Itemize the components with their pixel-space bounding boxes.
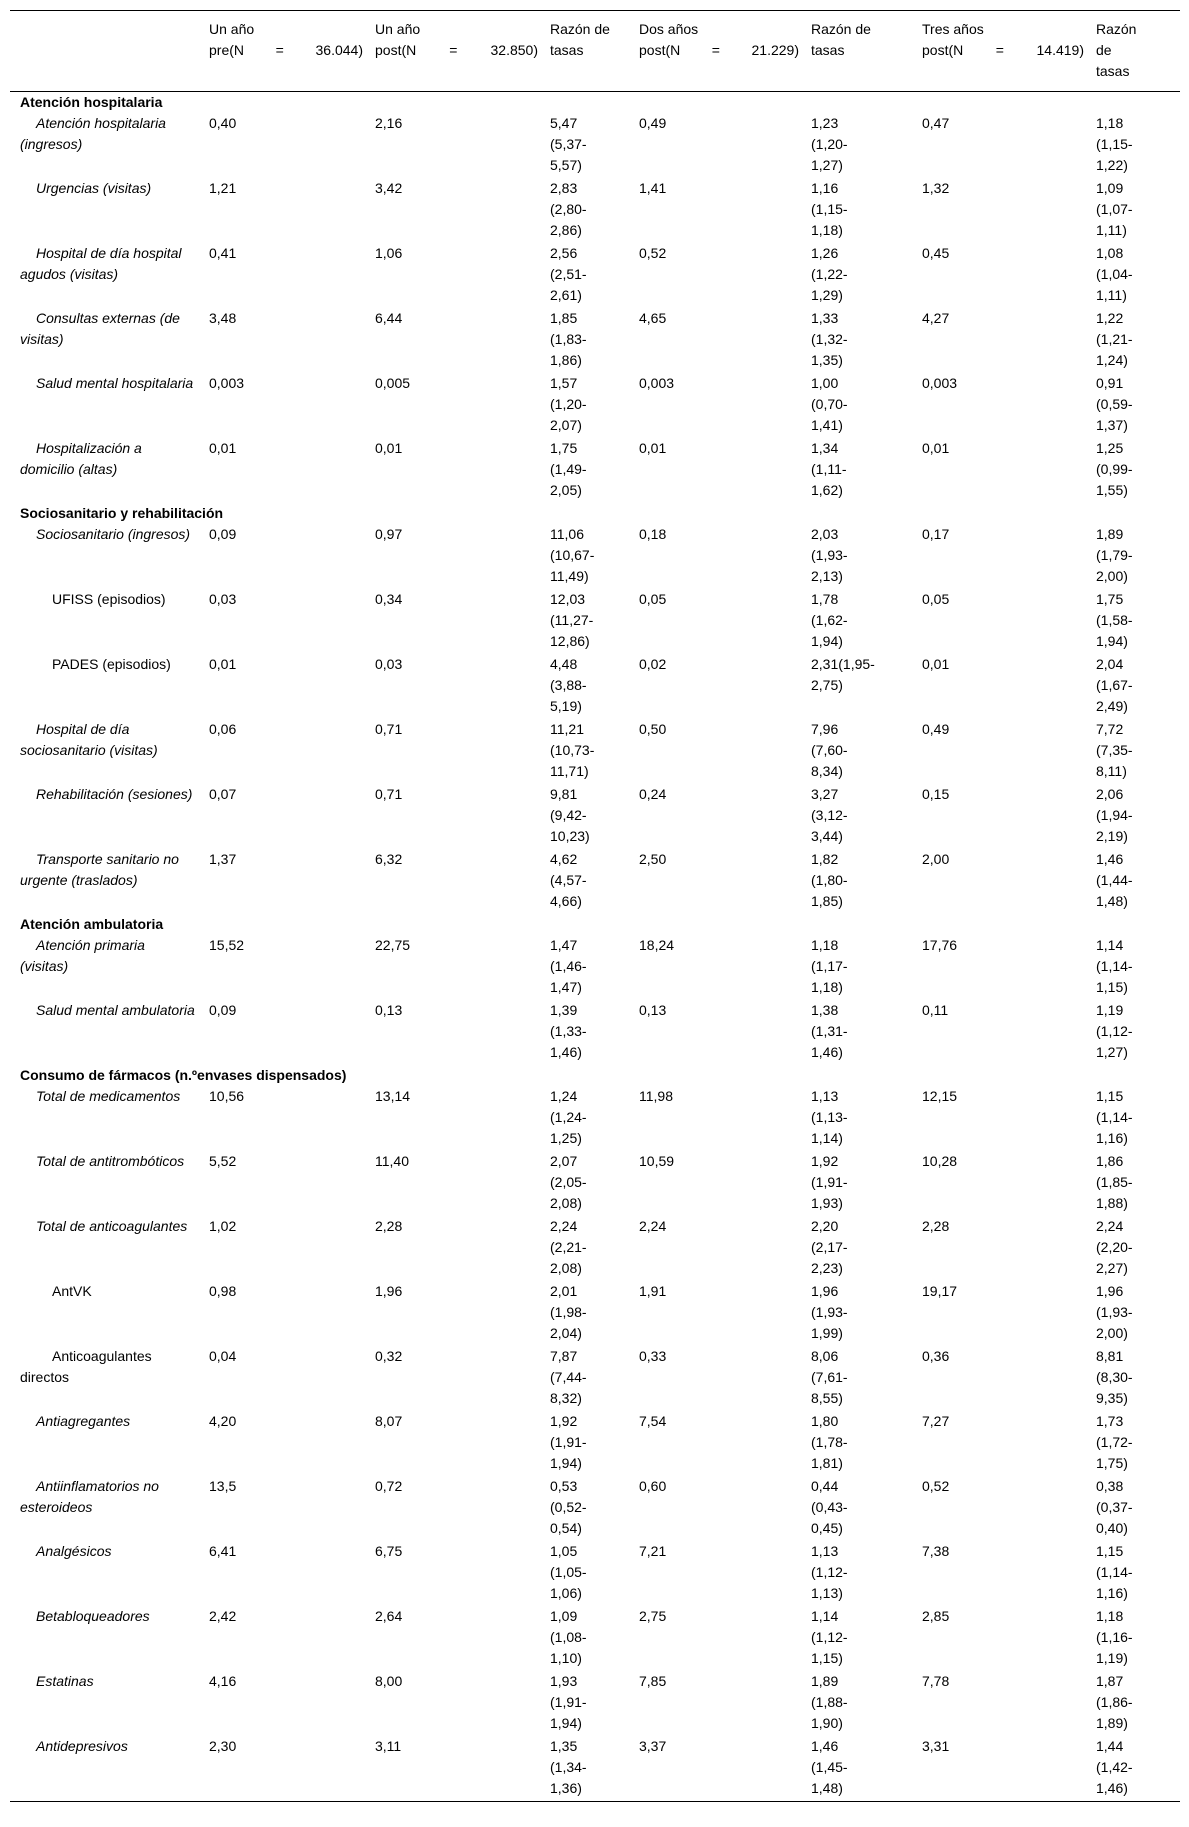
cell-rate-ratio-3: 0,91 (0,59-1,37) [1096, 375, 1133, 433]
header-two-years-post: Dos años post(N = 21.229) [633, 11, 805, 92]
cell-rate-ratio-3: 1,15 (1,14-1,16) [1096, 1088, 1133, 1146]
table-row [10, 1671, 1180, 1736]
row-label: Total de medicamentos [36, 1088, 181, 1104]
cell-two-years-post: 0,02 [639, 656, 667, 672]
section-title: Consumo de fármacos (n.ºenvases dispensados) [20, 1067, 347, 1083]
cell-three-years-post: 0,45 [922, 245, 950, 261]
cell-three-years-post: 2,00 [922, 851, 950, 867]
cell-three-years-post: 4,27 [922, 310, 950, 326]
cell-one-year-post: 0,34 [375, 591, 403, 607]
cell-rate-ratio-3: 8,81 (8,30-9,35) [1096, 1348, 1133, 1406]
cell-rate-ratio-1: 2,01 (1,98-2,04) [550, 1283, 587, 1341]
cell-one-year-post: 8,00 [375, 1673, 403, 1689]
cell-one-year-post: 0,01 [375, 440, 403, 456]
cell-rate-ratio-3: 2,04 (1,67-2,49) [1096, 656, 1133, 714]
cell-two-years-post: 0,50 [639, 721, 667, 737]
cell-rate-ratio-1: 0,53 (0,52-0,54) [550, 1478, 587, 1536]
cell-two-years-post: 7,85 [639, 1673, 667, 1689]
row-label: Hospitalización a domicilio (altas) [20, 440, 142, 477]
header-rate-ratio-1: Razón de tasas [544, 11, 633, 92]
cell-rate-ratio-3: 1,09 (1,07-1,11) [1096, 180, 1133, 238]
cell-three-years-post: 0,05 [922, 591, 950, 607]
cell-rate-ratio-1: 1,85 (1,83-1,86) [550, 310, 587, 368]
cell-rate-ratio-3: 1,73 (1,72-1,75) [1096, 1413, 1133, 1471]
cell-one-year-pre: 0,40 [209, 115, 237, 131]
cell-one-year-pre: 5,52 [209, 1153, 237, 1169]
section-header-row [10, 503, 1180, 524]
row-label: Antidepresivos [10, 1736, 203, 1802]
table-row [10, 1606, 1180, 1671]
cell-rate-ratio-1: 1,05 (1,05-1,06) [550, 1543, 587, 1601]
table-row [10, 1476, 1180, 1541]
row-label: Salud mental ambulatoria [36, 1002, 195, 1018]
cell-three-years-post: 17,76 [922, 937, 958, 953]
table-row [10, 589, 1180, 654]
cell-rate-ratio-2: 1,80 (1,78-1,81) [811, 1413, 848, 1471]
cell-three-years-post: 0,15 [922, 786, 950, 802]
cell-two-years-post: 2,50 [639, 851, 667, 867]
cell-three-years-post: 2,85 [922, 1608, 950, 1624]
cell-one-year-post: 13,14 [375, 1088, 411, 1104]
table-row [10, 654, 1180, 719]
cell-rate-ratio-3: 1,75 (1,58-1,94) [1096, 591, 1133, 649]
cell-rate-ratio-1: 1,92 (1,91-1,94) [550, 1413, 587, 1471]
cell-rate-ratio-3: 1,25 (0,99-1,55) [1096, 440, 1133, 498]
row-label: AntVK [52, 1283, 92, 1299]
table-container [10, 10, 1180, 1802]
cell-rate-ratio-2: 0,44 (0,43-0,45) [811, 1478, 848, 1536]
table-row [10, 524, 1180, 589]
row-label: Betabloqueadores [36, 1608, 150, 1624]
cell-one-year-pre: 15,52 [209, 937, 245, 953]
cell-rate-ratio-1: 4,62 (4,57-4,66) [550, 851, 587, 909]
row-label: Urgencias (visitas) [36, 180, 152, 196]
cell-rate-ratio-3: 1,19 (1,12-1,27) [1096, 1002, 1133, 1060]
section-header-row [10, 914, 1180, 935]
cell-rate-ratio-2: 1,46 (1,45-1,48) [805, 1736, 916, 1802]
cell-one-year-pre: 0,06 [209, 721, 237, 737]
cell-three-years-post: 0,01 [922, 656, 950, 672]
cell-rate-ratio-3: 2,06 (1,94-2,19) [1096, 786, 1133, 844]
cell-rate-ratio-2: 1,23 (1,20-1,27) [811, 115, 848, 173]
cell-one-year-post: 0,13 [375, 1002, 403, 1018]
cell-rate-ratio-1: 7,87 (7,44-8,32) [550, 1348, 587, 1406]
table-row [10, 308, 1180, 373]
cell-two-years-post: 4,65 [639, 310, 667, 326]
cell-rate-ratio-2: 2,31(1,95-2,75) [811, 656, 875, 693]
cell-one-year-post: 2,16 [375, 115, 403, 131]
row-label: Sociosanitario (ingresos) [36, 526, 191, 542]
cell-one-year-pre: 10,56 [209, 1088, 245, 1104]
header-three-years-post: Tres años post(N = 14.419) [916, 11, 1090, 92]
cell-one-year-post: 0,97 [375, 526, 403, 542]
cell-three-years-post: 7,38 [922, 1543, 950, 1559]
cell-rate-ratio-1: 2,83 (2,80-2,86) [550, 180, 587, 238]
cell-rate-ratio-1: 12,03 (11,27-12,86) [550, 591, 594, 649]
cell-one-year-pre: 0,01 [209, 440, 237, 456]
cell-two-years-post: 0,05 [639, 591, 667, 607]
cell-three-years-post: 7,27 [922, 1413, 950, 1429]
cell-rate-ratio-2: 1,13 (1,12-1,13) [811, 1543, 848, 1601]
cell-one-year-post: 0,005 [375, 375, 411, 391]
cell-rate-ratio-2: 1,82 (1,80-1,85) [811, 851, 848, 909]
cell-rate-ratio-3: 1,18 (1,16-1,19) [1096, 1608, 1133, 1666]
row-label: Transporte sanitario no urgente (traslados) [20, 851, 179, 888]
cell-one-year-pre: 1,37 [209, 851, 237, 867]
cell-one-year-post: 0,71 [375, 721, 403, 737]
cell-one-year-pre: 0,04 [209, 1348, 237, 1364]
cell-rate-ratio-3: 2,24 (2,20-2,27) [1096, 1218, 1133, 1276]
row-label: Atención primaria (visitas) [20, 937, 145, 974]
cell-one-year-pre: 6,41 [209, 1543, 237, 1559]
cell-two-years-post: 0,52 [639, 245, 667, 261]
cell-rate-ratio-1: 1,75 (1,49-2,05) [550, 440, 587, 498]
cell-rate-ratio-1: 1,93 (1,91-1,94) [550, 1673, 587, 1731]
cell-three-years-post: 0,17 [922, 526, 950, 542]
cell-one-year-post: 0,32 [375, 1348, 403, 1364]
resource-use-table [10, 10, 1180, 1802]
cell-two-years-post: 0,33 [639, 1348, 667, 1364]
cell-rate-ratio-3: 1,89 (1,79-2,00) [1096, 526, 1133, 584]
cell-three-years-post: 1,32 [922, 180, 950, 196]
row-label: Anticoagulantes directos [20, 1348, 152, 1385]
header-rate-ratio-2: Razón de tasas [805, 11, 916, 92]
section-title: Sociosanitario y rehabilitación [20, 505, 224, 521]
cell-rate-ratio-2: 1,89 (1,88-1,90) [811, 1673, 848, 1731]
cell-two-years-post: 1,41 [639, 180, 667, 196]
cell-rate-ratio-3: 1,86 (1,85-1,88) [1096, 1153, 1133, 1211]
cell-two-years-post: 1,91 [639, 1283, 667, 1299]
cell-two-years-post: 7,21 [639, 1543, 667, 1559]
cell-rate-ratio-2: 1,16 (1,15-1,18) [811, 180, 848, 238]
cell-three-years-post: 0,52 [922, 1478, 950, 1494]
cell-rate-ratio-1: 1,24 (1,24-1,25) [550, 1088, 587, 1146]
row-label: Antiinflamatorios no esteroideos [20, 1478, 159, 1515]
cell-one-year-post: 0,72 [375, 1478, 403, 1494]
cell-one-year-post: 11,40 [375, 1153, 409, 1169]
table-row [10, 1346, 1180, 1411]
row-label: Antiagregantes [36, 1413, 131, 1429]
cell-one-year-pre: 0,07 [209, 786, 237, 802]
header-rate-ratio-3: Razón de tasas [1090, 11, 1180, 92]
cell-one-year-pre: 0,01 [209, 656, 237, 672]
cell-three-years-post: 0,003 [922, 375, 958, 391]
cell-rate-ratio-1: 9,81 (9,42-10,23) [550, 786, 590, 844]
table-row [10, 1086, 1180, 1151]
cell-one-year-pre: 0,03 [209, 591, 237, 607]
cell-rate-ratio-3: 1,87 (1,86-1,89) [1096, 1673, 1133, 1731]
cell-one-year-post: 3,42 [375, 180, 403, 196]
cell-rate-ratio-1: 1,09 (1,08-1,10) [550, 1608, 587, 1666]
cell-one-year-post: 22,75 [375, 937, 411, 953]
cell-one-year-post: 8,07 [375, 1413, 403, 1429]
cell-one-year-post: 6,44 [375, 310, 403, 326]
table-row [10, 1151, 1180, 1216]
row-label: Hospital de día sociosanitario (visitas) [20, 721, 158, 758]
cell-rate-ratio-2: 7,96 (7,60-8,34) [811, 721, 848, 779]
header-blank [10, 11, 203, 92]
cell-rate-ratio-3: 1,96 (1,93-2,00) [1096, 1283, 1133, 1341]
cell-rate-ratio-3: 1,22 (1,21-1,24) [1096, 310, 1133, 368]
cell-one-year-pre: 0,41 [209, 245, 237, 261]
cell-rate-ratio-1: 11,06 (10,67-11,49) [550, 526, 595, 584]
table-row [10, 438, 1180, 503]
table-row [10, 373, 1180, 438]
cell-rate-ratio-3: 1,18 (1,15-1,22) [1096, 115, 1133, 173]
cell-three-years-post: 0,47 [922, 115, 950, 131]
cell-three-years-post: 7,78 [922, 1673, 950, 1689]
cell-rate-ratio-2: 1,78 (1,62-1,94) [811, 591, 848, 649]
cell-rate-ratio-2: 1,96 (1,93-1,99) [811, 1283, 848, 1341]
cell-three-years-post: 2,28 [922, 1218, 950, 1234]
cell-two-years-post: 3,37 [633, 1736, 805, 1802]
cell-rate-ratio-2: 3,27 (3,12-3,44) [811, 786, 848, 844]
cell-rate-ratio-1: 2,24 (2,21-2,08) [550, 1218, 587, 1276]
row-label: Salud mental hospitalaria [36, 375, 194, 391]
cell-rate-ratio-3: 1,44 (1,42-1,46) [1090, 1736, 1180, 1802]
cell-two-years-post: 2,24 [639, 1218, 667, 1234]
cell-one-year-pre: 13,5 [209, 1478, 237, 1494]
cell-one-year-pre: 1,02 [209, 1218, 237, 1234]
row-label: Analgésicos [36, 1543, 112, 1559]
cell-one-year-post: 1,06 [375, 245, 403, 261]
cell-one-year-post: 6,75 [375, 1543, 403, 1559]
section-header-row [10, 92, 1180, 114]
cell-rate-ratio-2: 1,34 (1,11-1,62) [811, 440, 847, 498]
row-label: Rehabilitación (sesiones) [36, 786, 193, 802]
cell-rate-ratio-3: 0,38 (0,37-0,40) [1096, 1478, 1133, 1536]
cell-one-year-post: 1,96 [375, 1283, 403, 1299]
cell-two-years-post: 7,54 [639, 1413, 667, 1429]
cell-one-year-post: 2,64 [375, 1608, 403, 1624]
cell-two-years-post: 11,98 [639, 1088, 673, 1104]
row-label: Atención hospitalaria (ingresos) [20, 115, 166, 152]
cell-rate-ratio-1: 5,47 (5,37-5,57) [550, 115, 587, 173]
cell-rate-ratio-1: 1,57 (1,20-2,07) [550, 375, 587, 433]
header-one-year-pre: Un año pre(N = 36.044) [203, 11, 369, 92]
header-one-year-post: Un año post(N = 32.850) [369, 11, 544, 92]
cell-rate-ratio-3: 1,08 (1,04-1,11) [1096, 245, 1133, 303]
section-title: Atención hospitalaria [20, 94, 163, 110]
table-row [10, 178, 1180, 243]
cell-two-years-post: 0,13 [639, 1002, 667, 1018]
table-row [10, 1736, 1180, 1802]
cell-two-years-post: 0,18 [639, 526, 667, 542]
cell-three-years-post: 0,11 [922, 1002, 949, 1018]
cell-one-year-post: 3,11 [369, 1736, 544, 1802]
table-row [10, 719, 1180, 784]
cell-three-years-post: 0,01 [922, 440, 950, 456]
cell-rate-ratio-2: 2,20 (2,17-2,23) [811, 1218, 848, 1276]
table-row [10, 849, 1180, 914]
cell-rate-ratio-1: 4,48 (3,88-5,19) [550, 656, 587, 714]
cell-one-year-post: 0,03 [375, 656, 403, 672]
row-label: Estatinas [36, 1673, 94, 1689]
cell-one-year-pre: 0,09 [209, 1002, 237, 1018]
cell-two-years-post: 0,01 [639, 440, 667, 456]
cell-one-year-pre: 4,16 [209, 1673, 237, 1689]
cell-one-year-pre: 3,48 [209, 310, 237, 326]
table-row [10, 1000, 1180, 1065]
cell-rate-ratio-2: 1,00 (0,70-1,41) [811, 375, 848, 433]
cell-three-years-post: 3,31 [916, 1736, 1090, 1802]
cell-three-years-post: 10,28 [922, 1153, 958, 1169]
cell-rate-ratio-1: 1,39 (1,33-1,46) [550, 1002, 587, 1060]
row-label: UFISS (episodios) [52, 591, 166, 607]
row-label: PADES (episodios) [52, 656, 171, 672]
section-title: Atención ambulatoria [20, 916, 164, 932]
cell-rate-ratio-2: 1,92 (1,91-1,93) [811, 1153, 848, 1211]
cell-rate-ratio-1: 2,56 (2,51-2,61) [550, 245, 587, 303]
cell-rate-ratio-2: 1,38 (1,31-1,46) [811, 1002, 848, 1060]
table-body [10, 92, 1180, 1802]
cell-three-years-post: 12,15 [922, 1088, 958, 1104]
cell-one-year-pre: 4,20 [209, 1413, 237, 1429]
table-header [10, 11, 1180, 92]
cell-three-years-post: 19,17 [922, 1283, 958, 1299]
cell-one-year-pre: 2,42 [209, 1608, 237, 1624]
row-label: Total de antitrombóticos [36, 1153, 185, 1169]
cell-rate-ratio-1: 1,47 (1,46-1,47) [550, 937, 587, 995]
table-row [10, 1216, 1180, 1281]
cell-two-years-post: 0,003 [639, 375, 675, 391]
cell-one-year-pre: 1,21 [209, 180, 237, 196]
cell-rate-ratio-1: 1,35 (1,34-1,36) [544, 1736, 633, 1802]
cell-rate-ratio-2: 1,14 (1,12-1,15) [811, 1608, 848, 1666]
cell-rate-ratio-1: 2,07 (2,05-2,08) [550, 1153, 587, 1211]
cell-one-year-pre: 0,003 [209, 375, 245, 391]
cell-two-years-post: 10,59 [639, 1153, 675, 1169]
section-header-row [10, 1065, 1180, 1086]
cell-rate-ratio-2: 8,06 (7,61-8,55) [811, 1348, 848, 1406]
cell-two-years-post: 2,75 [639, 1608, 667, 1624]
cell-two-years-post: 0,24 [639, 786, 667, 802]
row-label: Total de anticoagulantes [36, 1218, 188, 1234]
cell-rate-ratio-3: 1,14 (1,14-1,15) [1096, 937, 1133, 995]
table-row [10, 784, 1180, 849]
cell-three-years-post: 0,36 [922, 1348, 950, 1364]
table-row [10, 1281, 1180, 1346]
table-row [10, 113, 1180, 178]
row-label: Hospital de día hospital agudos (visitas) [20, 245, 182, 282]
cell-one-year-pre: 2,30 [203, 1736, 369, 1802]
cell-rate-ratio-2: 1,26 (1,22-1,29) [811, 245, 848, 303]
row-label: Consultas externas (de visitas) [20, 310, 180, 347]
cell-rate-ratio-2: 1,33 (1,32-1,35) [811, 310, 848, 368]
cell-three-years-post: 0,49 [922, 721, 950, 737]
cell-rate-ratio-2: 1,18 (1,17-1,18) [811, 937, 848, 995]
cell-one-year-pre: 0,09 [209, 526, 237, 542]
cell-two-years-post: 0,49 [639, 115, 667, 131]
cell-rate-ratio-3: 1,15 (1,14-1,16) [1096, 1543, 1133, 1601]
cell-rate-ratio-3: 7,72 (7,35-8,11) [1096, 721, 1133, 779]
cell-rate-ratio-2: 2,03 (1,93-2,13) [811, 526, 848, 584]
cell-rate-ratio-2: 1,13 (1,13-1,14) [811, 1088, 848, 1146]
table-row [10, 1411, 1180, 1476]
table-row [10, 243, 1180, 308]
table-row [10, 935, 1180, 1000]
cell-one-year-post: 6,32 [375, 851, 403, 867]
table-row [10, 1541, 1180, 1606]
cell-rate-ratio-3: 1,46 (1,44-1,48) [1096, 851, 1133, 909]
cell-rate-ratio-1: 11,21 (10,73-11,71) [550, 721, 595, 779]
cell-two-years-post: 18,24 [639, 937, 675, 953]
cell-one-year-post: 0,71 [375, 786, 403, 802]
cell-one-year-pre: 0,98 [209, 1283, 237, 1299]
cell-one-year-post: 2,28 [375, 1218, 403, 1234]
cell-two-years-post: 0,60 [639, 1478, 667, 1494]
